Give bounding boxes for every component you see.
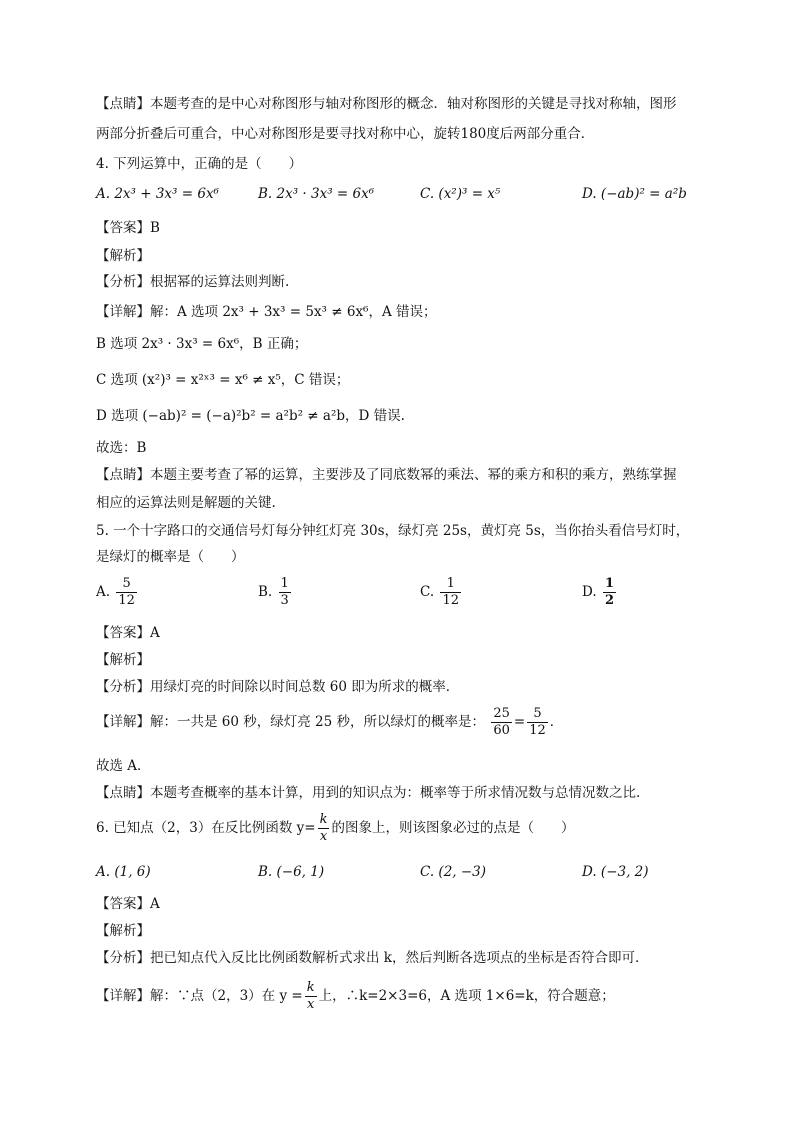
q5-option-d: D. $\frac{1}{2}$ xyxy=(582,576,614,608)
q4-option-c: C. (x²)³ = x⁵ xyxy=(420,186,501,202)
q4-option-d: D. (−ab)² = a²b xyxy=(582,186,687,202)
q4-detail-b: B 选项 2x³ · 3x³ = 6x⁶，B 正确； xyxy=(96,336,308,352)
q6-function-fraction: $\frac{k}{x}$ xyxy=(319,812,328,844)
q6-option-c: C. (2, −3) xyxy=(420,864,487,880)
q5-note: 【点睛】本题考查概率的基本计算，用到的知识点为：概率等于所求情况数与总情况数之比. xyxy=(96,785,641,801)
q5-option-b-fraction: $\frac{1}{3}$ xyxy=(280,576,289,608)
q4-detail-d: D 选项 (−ab)² = (−a)²b² = a²b² ≠ a²b，D 错误. xyxy=(96,408,405,424)
q4-option-a: A. 2x³ + 3x³ = 6x⁶ xyxy=(96,186,219,202)
q5-option-c: C. $\frac{1}{12}$ xyxy=(420,576,459,608)
q6-answer: 【答案】A xyxy=(96,896,160,912)
question-4: 4. 下列运算中，正确的是（ ） xyxy=(96,156,303,172)
question-5-line-2: 是绿灯的概率是（ ） xyxy=(96,549,245,565)
q4-analysis-heading: 【解析】 xyxy=(96,248,150,264)
q4-detail-c: C 选项 (x²)³ = x²ˣ³ = x⁶ ≠ x⁵，C 错误； xyxy=(96,372,350,388)
q5-analysis-heading: 【解析】 xyxy=(96,652,150,668)
q5-choose: 故选 A． xyxy=(96,758,151,774)
q5-detail: 【详解】解：一共是 60 秒，绿灯亮 25 秒，所以绿灯的概率是： $\frac{25}{60}$ = $\frac{5}{12}$ ． xyxy=(96,706,564,738)
q6-option-a: A. (1, 6) xyxy=(96,864,151,880)
note-line-2: 两部分折叠后可重合，中心对称图形是要寻找对称中心，旋转180度后两部分重合． xyxy=(96,126,595,142)
q6-detail: 【详解】解：∵点（2，3）在 y = $\frac{k}{x}$ 上，∴k=2×3=6，A 选项 1×6=k，符合题意； xyxy=(96,980,615,1012)
note-line-1: 【点睛】本题考查的是中心对称图形与轴对称图形的概念．轴对称图形的关键是寻找对称轴，图形 xyxy=(96,96,677,112)
q5-detail-fraction-2: $\frac{5}{12}$ xyxy=(529,706,546,738)
q5-option-b: B. $\frac{1}{3}$ xyxy=(258,576,289,608)
q4-note-line-1: 【点睛】本题主要考查了幂的运算，主要涉及了同底数幂的乘法、幂的乘方和积的乘方，熟练掌握 xyxy=(96,467,677,483)
q5-analysis: 【分析】用绿灯亮的时间除以时间总数 60 即为所求的概率． xyxy=(96,679,460,695)
q6-analysis-heading: 【解析】 xyxy=(96,923,150,939)
q4-option-b: B. 2x³ · 3x³ = 6x⁶ xyxy=(258,186,375,202)
q5-detail-fraction-1: $\frac{25}{60}$ xyxy=(493,706,510,738)
q6-detail-fraction: $\frac{k}{x}$ xyxy=(306,980,315,1012)
q5-option-a: A. $\frac{5}{12}$ xyxy=(96,576,135,608)
q4-note-line-2: 相应的运算法则是解题的关键. xyxy=(96,495,276,511)
q6-option-b: B. (−6, 1) xyxy=(258,864,325,880)
q5-option-c-fraction: $\frac{1}{12}$ xyxy=(442,576,459,608)
q6-analysis: 【分析】把已知点代入反比比例函数解析式求出 k，然后判断各选项点的坐标是否符合即可． xyxy=(96,950,649,966)
q5-option-d-fraction: $\frac{1}{2}$ xyxy=(604,576,614,608)
question-6: 6. 已知点（2，3）在反比例函数 y= $\frac{k}{x}$ 的图象上，则该图象必过的点是（ ） xyxy=(96,812,575,844)
q6-option-d: D. (−3, 2) xyxy=(582,864,649,880)
q4-choose: 故选：B xyxy=(96,440,147,456)
question-5-line-1: 5. 一个十字路口的交通信号灯每分钟红灯亮 30s，绿灯亮 25s，黄灯亮 5s，当你抬头看信号灯时， xyxy=(96,523,690,539)
q5-option-a-fraction: $\frac{5}{12}$ xyxy=(118,576,135,608)
q4-detail-a: 【详解】解：A 选项 2x³ + 3x³ = 5x³ ≠ 6x⁶，A 错误； xyxy=(96,304,437,320)
q4-analysis: 【分析】根据幂的运算法则判断. xyxy=(96,274,290,290)
q4-answer: 【答案】B xyxy=(96,220,160,236)
q5-answer: 【答案】A xyxy=(96,625,160,641)
